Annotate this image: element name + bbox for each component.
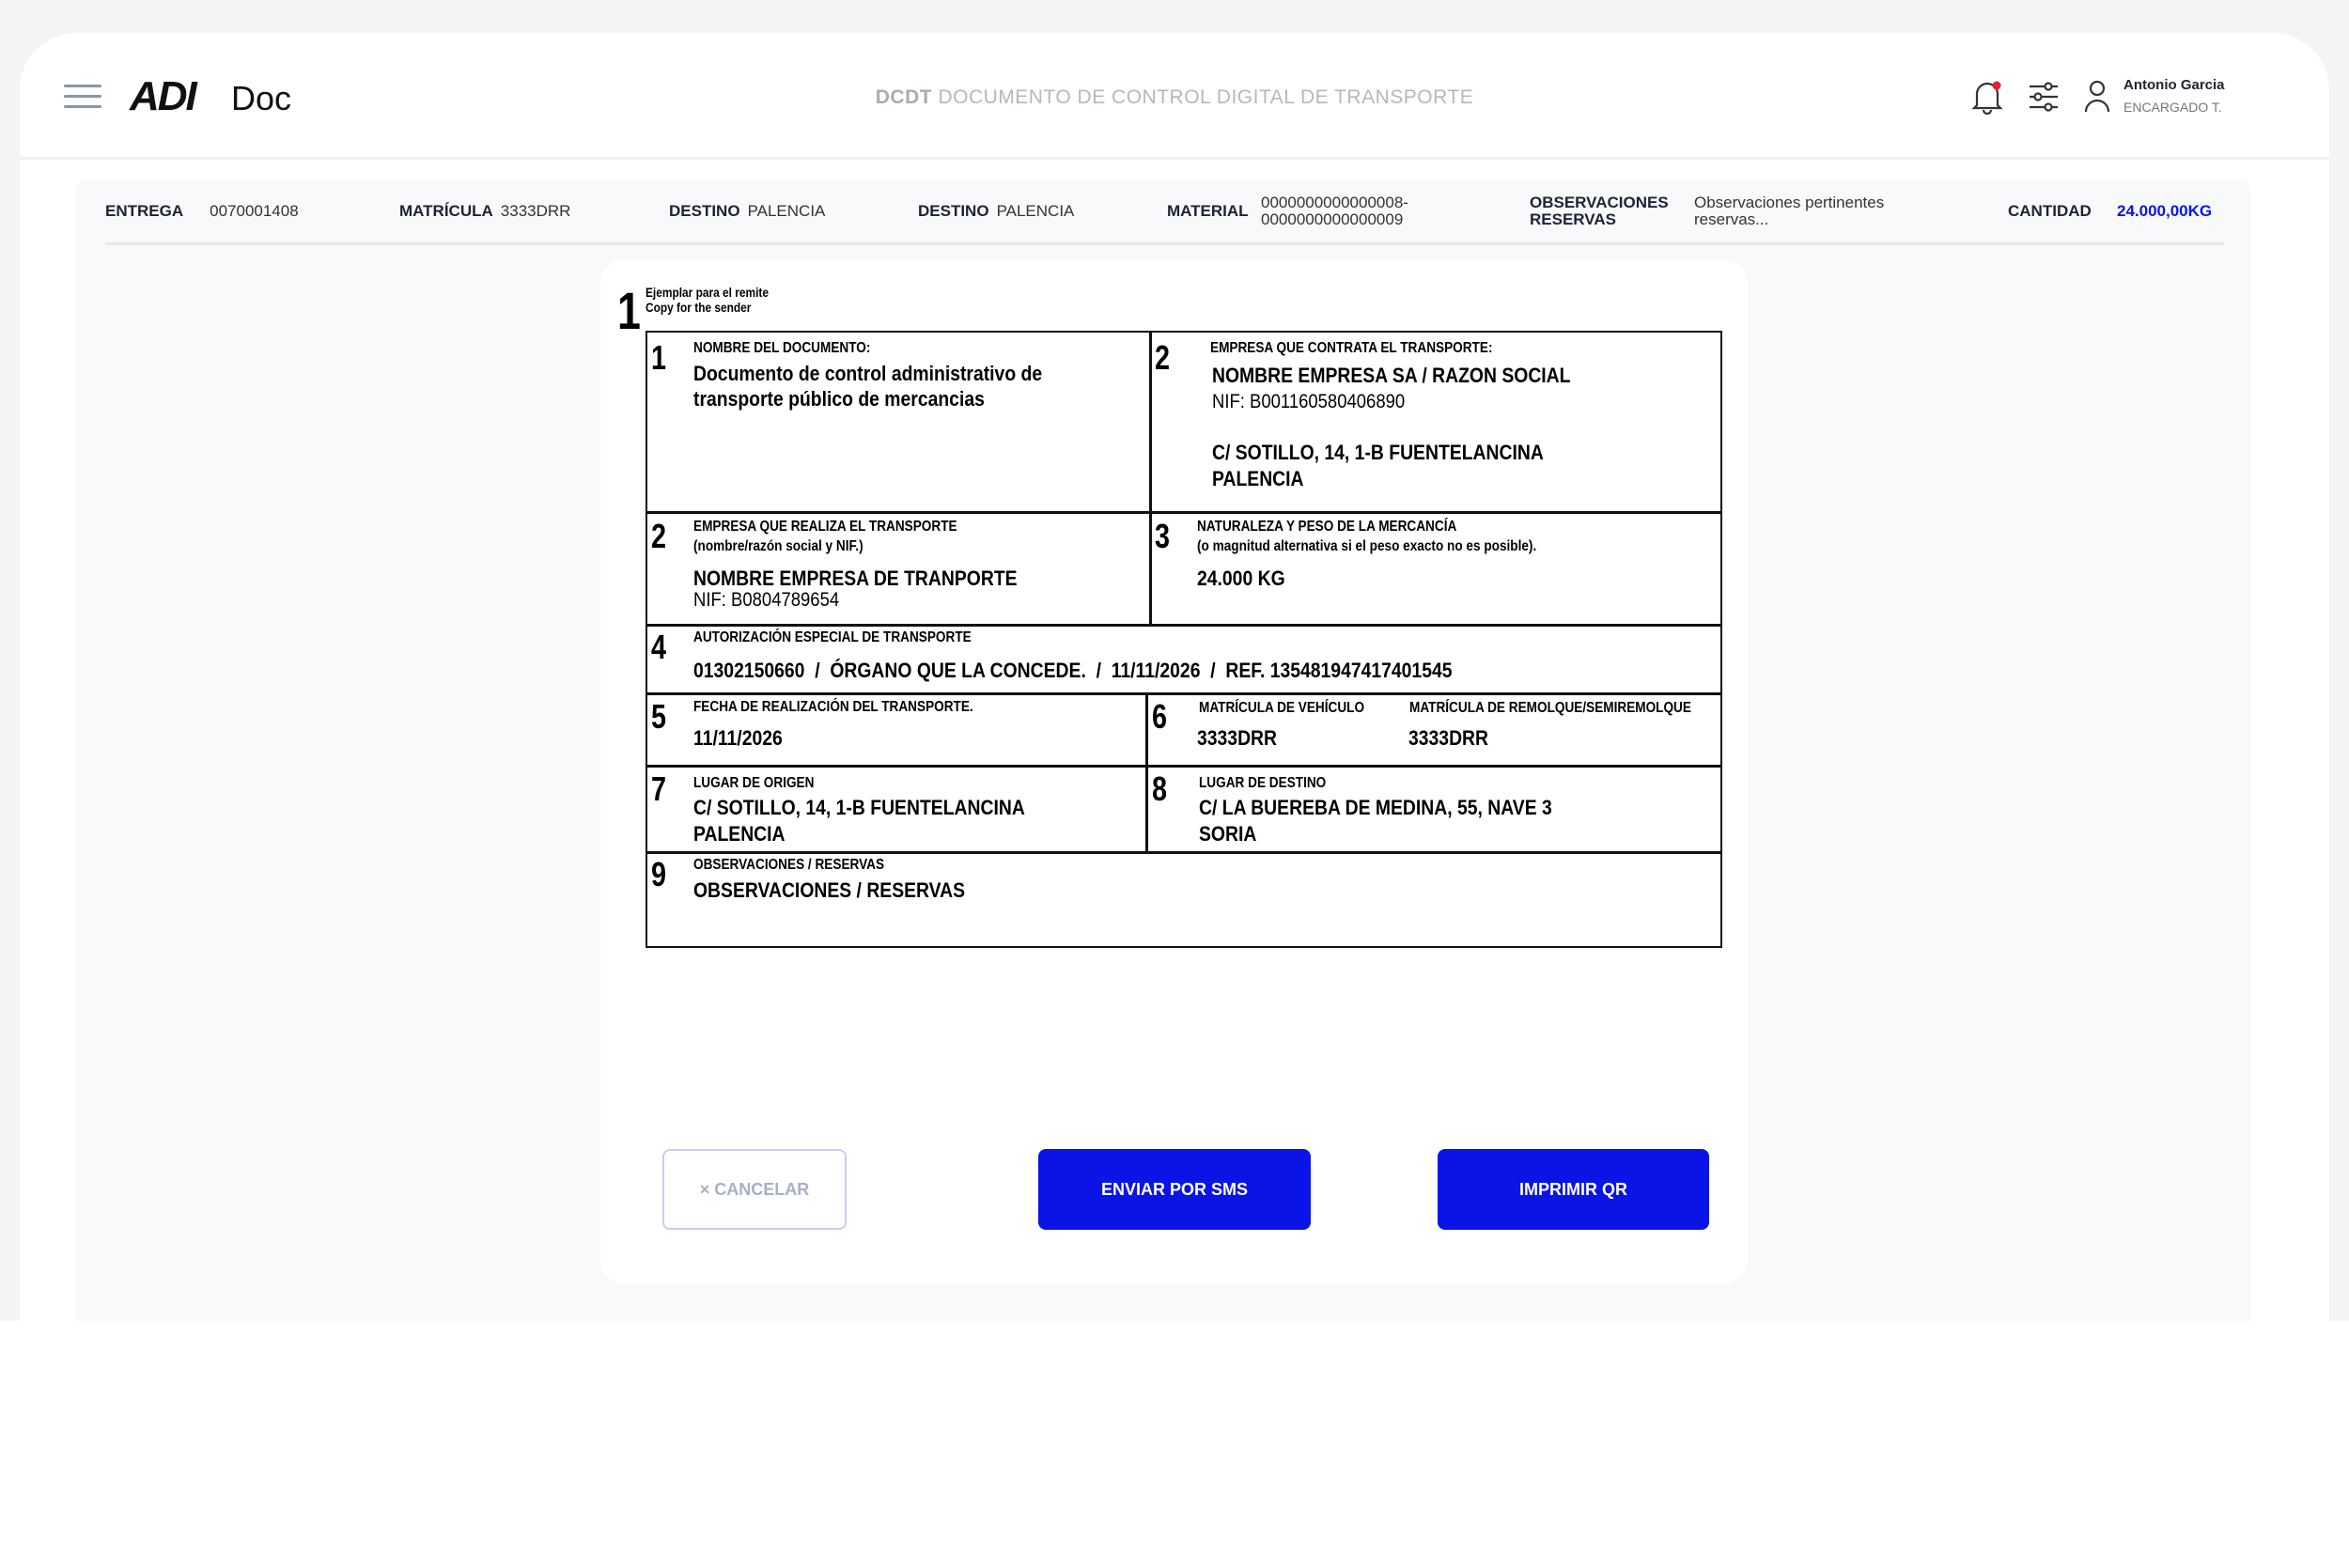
- cell-7-label: LUGAR DE ORIGEN: [693, 775, 815, 791]
- cell-2a-city: PALENCIA: [1212, 467, 1304, 490]
- cell-2a-label: EMPRESA QUE CONTRATA EL TRANSPORTE:: [1210, 340, 1493, 356]
- info-destino-2: DESTINO PALENCIA: [918, 202, 1075, 220]
- cell-2b-number: 2: [651, 517, 667, 555]
- cell-8-value-2: SORIA: [1199, 822, 1257, 846]
- user-icon[interactable]: [2084, 79, 2110, 113]
- cell-2a-address: C/ SOTILLO, 14, 1-B FUENTELANCINA: [1212, 441, 1544, 464]
- cell-9-value: OBSERVACIONES / RESERVAS: [693, 878, 966, 902]
- logo-doc: Doc: [231, 79, 292, 117]
- cell-2b-nif: NIF: B0804789654: [693, 589, 840, 611]
- info-obs: Observaciones pertinentes reservas...: [1694, 194, 1885, 228]
- copy-es: Ejemplar para el remite: [646, 285, 769, 300]
- cell-3-number: 3: [1155, 517, 1171, 555]
- info-destino: DESTINO PALENCIA: [669, 202, 826, 220]
- divider: [105, 242, 2224, 245]
- cell-8-value: C/ LA BUEREBA DE MEDINA, 55, NAVE 3: [1199, 796, 1552, 819]
- info-material: 0000000000000008- 0000000000000009: [1261, 194, 1408, 228]
- cell-6-label-trailer: MATRÍCULA DE REMOLQUE/SEMIREMOLQUE: [1409, 700, 1691, 716]
- cell-9-number: 9: [651, 855, 667, 893]
- cell-2b-label: EMPRESA QUE REALIZA EL TRANSPORTE: [693, 519, 957, 535]
- cell-1-number: 1: [651, 338, 667, 377]
- filter-settings-icon[interactable]: [2028, 81, 2060, 113]
- cell-1-value-2: transporte público de mercancias: [693, 387, 985, 411]
- cell-2a-number: 2: [1155, 338, 1171, 377]
- cell-2a-nif: NIF: B001160580406890: [1212, 391, 1406, 412]
- print-qr-button[interactable]: IMPRIMIR QR: [1438, 1149, 1709, 1230]
- info-cantidad-value: 24.000,00KG: [2117, 202, 2213, 220]
- cell-4-value: 01302150660 / ÓRGANO QUE LA CONCEDE. / 11/11/2026 / REF. 135481947417401545: [693, 659, 1453, 682]
- cell-5-label: FECHA DE REALIZACIÓN DEL TRANSPORTE.: [693, 699, 973, 715]
- cell-3-label: NATURALEZA Y PESO DE LA MERCANCÍA: [1197, 519, 1457, 535]
- cell-7-value-2: PALENCIA: [693, 822, 786, 846]
- cell-3-sublabel: (o magnitud alternativa si el peso exacto no es posible).: [1197, 538, 1537, 554]
- info-material-label: MATERIAL: [1167, 202, 1249, 220]
- user-role: ENCARGADO T.: [2123, 100, 2222, 115]
- bell-icon[interactable]: [1971, 79, 2003, 115]
- copy-number: 1: [617, 281, 641, 340]
- copy-en: Copy for the sender: [646, 300, 752, 315]
- cell-2a-name: NOMBRE EMPRESA SA / RAZON SOCIAL: [1212, 364, 1571, 387]
- cell-8-number: 8: [1152, 769, 1168, 808]
- user-name: Antonio Garcia: [2123, 77, 2225, 93]
- cell-2b-sublabel: (nombre/razón social y NIF.): [693, 538, 863, 554]
- title-prefix: DCDT: [875, 86, 933, 108]
- cell-7-number: 7: [651, 769, 667, 808]
- cell-1-label: NOMBRE DEL DOCUMENTO:: [693, 340, 871, 356]
- cell-4-label: AUTORIZACIÓN ESPECIAL DE TRANSPORTE: [693, 629, 972, 645]
- cancel-button[interactable]: × CANCELAR: [662, 1149, 847, 1230]
- cell-6-label-vehicle: MATRÍCULA DE VEHÍCULO: [1199, 700, 1365, 716]
- cell-4-number: 4: [651, 628, 667, 666]
- info-cantidad: CANTIDAD: [2008, 202, 2092, 220]
- cell-7-value: C/ SOTILLO, 14, 1-B FUENTELANCINA: [693, 796, 1025, 819]
- cell-9-label: OBSERVACIONES / RESERVAS: [693, 857, 885, 873]
- cell-3-value: 24.000 KG: [1197, 567, 1285, 590]
- cell-5-number: 5: [651, 697, 667, 736]
- cell-2b-name: NOMBRE EMPRESA DE TRANPORTE: [693, 567, 1018, 590]
- logo: ADI: [130, 73, 195, 119]
- info-entrega: ENTREGA 0070001408: [105, 202, 299, 220]
- cell-6-value-vehicle: 3333DRR: [1197, 726, 1278, 750]
- info-matricula: MATRÍCULA 3333DRR: [399, 202, 571, 220]
- cell-8-label: LUGAR DE DESTINO: [1199, 775, 1327, 791]
- cell-1-value: Documento de control administrativo de: [693, 362, 1043, 385]
- cell-6-value-trailer: 3333DRR: [1408, 726, 1489, 750]
- send-sms-button[interactable]: ENVIAR POR SMS: [1038, 1149, 1311, 1230]
- cell-5-value: 11/11/2026: [693, 726, 783, 750]
- info-obs-label: OBSERVACIONES RESERVAS: [1530, 194, 1669, 228]
- cell-6-number: 6: [1152, 697, 1168, 736]
- title-text: DOCUMENTO DE CONTROL DIGITAL DE TRANSPORTE: [938, 86, 1474, 108]
- document-table: [646, 331, 1722, 948]
